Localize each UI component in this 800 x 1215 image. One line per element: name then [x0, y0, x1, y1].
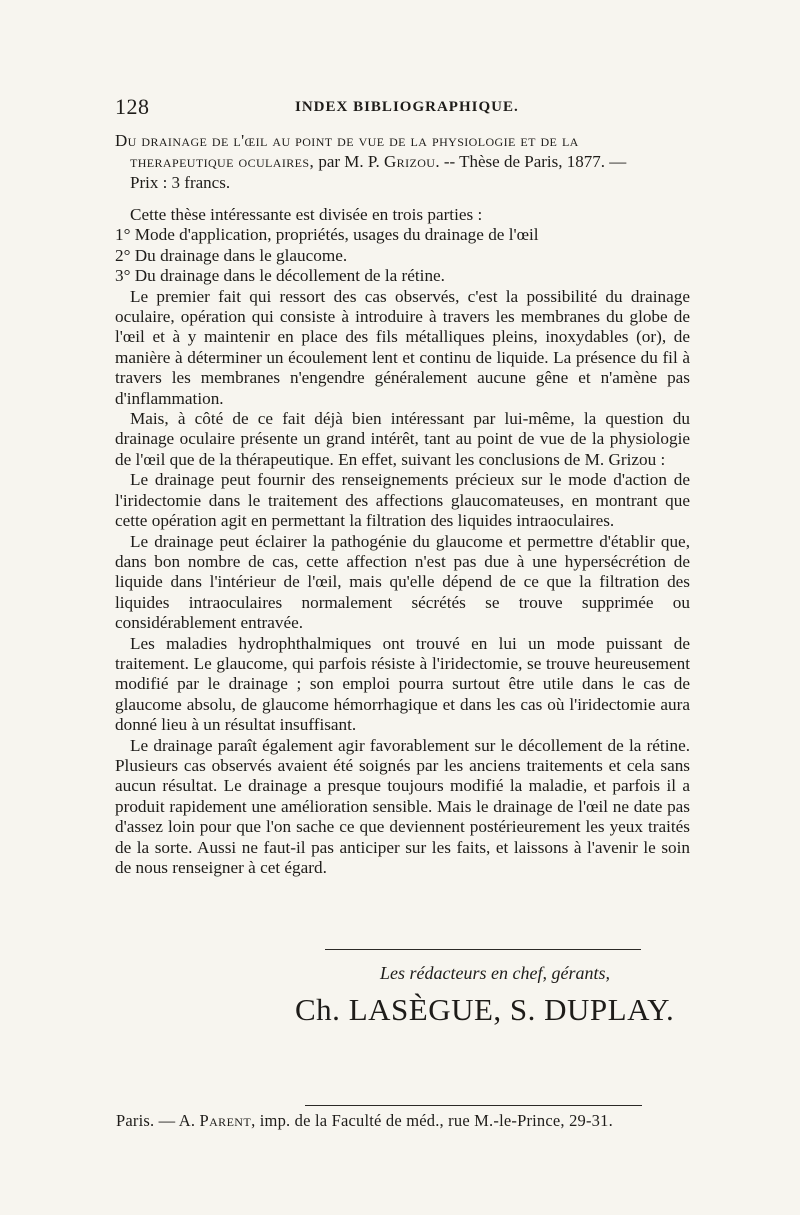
- entry-publication: . -- Thèse de Paris, 1877. —: [435, 152, 627, 171]
- body-paragraph: Le drainage peut fournir des renseignements précieux sur le mode d'action de l'iridectomie dans le traitement des affections glaucomateuses, en montrant que cette opération agit en permettant la filtration des liquides intraoculaires.: [115, 470, 690, 531]
- signature-prefix: Ch.: [295, 992, 341, 1027]
- intro-paragraph: Cette thèse intéressante est divisée en trois parties :: [130, 205, 483, 224]
- body-paragraph: Les maladies hydrophthalmiques ont trouvé en lui un mode puissant de traitement. Le glaucome, qui parfois résiste à l'iridectomie, se trouve heureusement modifié par le drainage ; son emploi pourra surtout être utile dans le cas de glaucome absolu, de glaucome hémorrhagique et dans les cas où l'iridectomie aura donné lieu à un résultat insuffisant.: [115, 633, 690, 735]
- body-paragraph: Le drainage paraît également agir favorablement sur le décollement de la rétine. Plusieurs cas observés avaient été soignés par les anciens traitements et cela sans aucun résultat. Le drainage a presque toujours modifié la maladie, et parfois il a produit rapidement une amélioration sensible. Mais le drainage de l'œil ne date pas d'assez loin pour que l'on sache ce que deviennent postérieurement les yeux traités de la sorte. Aussi ne faut-il pas anticiper sur les faits, et laissons à l'avenir le soin de nous renseigner à cet égard.: [115, 735, 690, 877]
- imprint-address: , imp. de la Faculté de méd., rue M.-le-Prince, 29-31.: [251, 1111, 613, 1130]
- list-item: 3° Du drainage dans le décollement de la rétine.: [115, 266, 445, 286]
- entry-price: Prix : 3 francs.: [130, 173, 231, 192]
- page-number: 128: [115, 94, 150, 119]
- list-item: 1° Mode d'application, propriétés, usages du drainage de l'œil: [115, 225, 539, 245]
- editor-signatures: [295, 992, 674, 1028]
- printer-imprint: [116, 1111, 613, 1131]
- running-head: [115, 94, 685, 120]
- entry-title-line-2: [115, 151, 690, 172]
- review-body: [115, 205, 690, 878]
- imprint-prefix: Paris. — A.: [116, 1111, 200, 1130]
- bibliographic-entry: [115, 130, 690, 193]
- entry-author: Grizou: [384, 152, 436, 171]
- entry-title-line-1: Du drainage de l'œil au point de vue de la physiologie et de la: [115, 131, 579, 150]
- body-paragraph: Le drainage peut éclairer la pathogénie du glaucome et permettre d'établir que, dans bon nombre de cas, cette affection n'est pas due à une hypersécrétion de liquide dans l'intérieur de l'œil, mais qu'elle dépend de ce que la filtration des liquides intraoculaires normalement sécrétés se trouve supprimée ou considérablement entravée.: [115, 531, 690, 633]
- entry-author-prefix: par M. P.: [314, 152, 384, 171]
- signature-names: LASÈGUE, S. DUPLAY.: [348, 992, 675, 1027]
- divider-rule: [325, 949, 641, 950]
- body-paragraph: Mais, à côté de ce fait déjà bien intéressant par lui-même, la question du drainage oculaire présente un grand intérêt, tant au point de vue de la physiologie de l'œil que de la thérapeutique. En effet, suivant les conclusions de M. Grizou :: [115, 409, 690, 469]
- running-title: INDEX BIBLIOGRAPHIQUE.: [295, 99, 519, 115]
- list-item: 2° Du drainage dans le glaucome.: [115, 245, 348, 265]
- imprint-printer: Parent: [199, 1111, 252, 1130]
- body-paragraph: Le premier fait qui ressort des cas observés, c'est la possibilité du drainage oculaire, opération qui consiste à introduire à travers les membranes du globe de l'œil et à y maintenir en place des fils métalliques pleins, inoxydables (or), de manière à déterminer un écoulement lent et continu de liquide. La présence du fil à travers les membranes n'engendre généralement aucune gêne et n'amène pas d'inflammation.: [115, 286, 690, 408]
- entry-title-continued: therapeutique oculaires,: [130, 152, 315, 171]
- editors-label: Les rédacteurs en chef, gérants,: [380, 963, 610, 983]
- divider-rule: [305, 1105, 642, 1106]
